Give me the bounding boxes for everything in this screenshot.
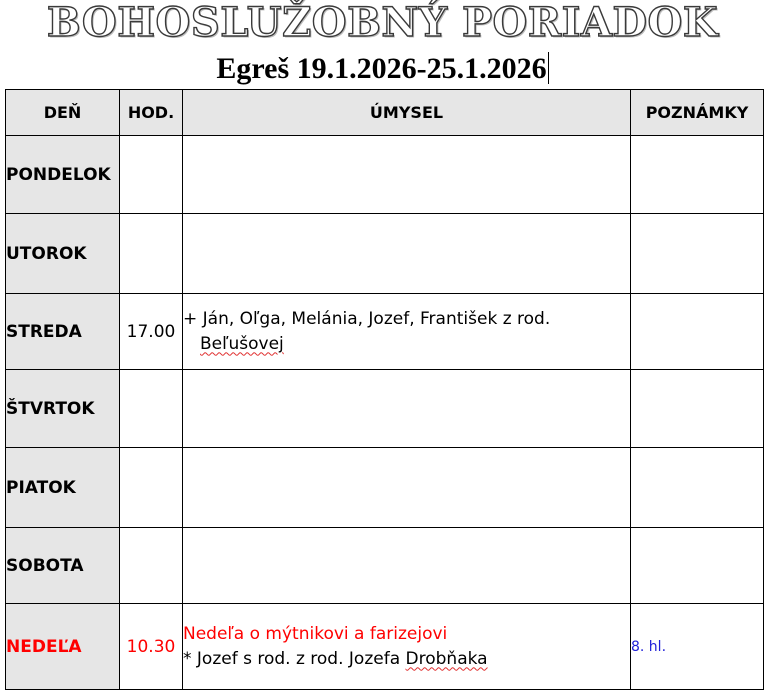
day-cell: SOBOTA: [6, 528, 120, 604]
intent-family-name: Beľušovej: [200, 333, 284, 354]
intent-line: [183, 332, 630, 357]
hour-cell: [120, 214, 183, 294]
feast-title: Nedeľa o mýtnikovi a farizejovi: [183, 623, 448, 644]
day-cell: UTOROK: [6, 214, 120, 294]
table-row: [6, 136, 764, 214]
notes-cell: [631, 214, 764, 294]
schedule-table: [5, 89, 764, 690]
intent-text: * Jozef s rod. z rod. Jozefa: [183, 648, 406, 669]
hour-cell: 17.00: [120, 294, 183, 370]
intent-cell: [183, 370, 631, 448]
notes-cell: [631, 370, 764, 448]
intent-cell: [183, 528, 631, 604]
column-header-hour: HOD.: [120, 90, 183, 136]
notes-cell: [631, 528, 764, 604]
header-row: [6, 90, 764, 136]
day-cell: ŠTVRTOK: [6, 370, 120, 448]
column-header-day: DEŇ: [6, 90, 120, 136]
hour-cell: [120, 136, 183, 214]
hour-cell: 10.30: [120, 604, 183, 690]
subtitle-text: Egreš 19.1.2026-25.1.2026: [216, 52, 547, 85]
intent-line: [183, 647, 630, 672]
day-cell: PIATOK: [6, 448, 120, 528]
intent-cell: [183, 294, 631, 370]
day-cell: STREDA: [6, 294, 120, 370]
day-cell: NEDEĽA: [6, 604, 120, 690]
intent-cell: [183, 136, 631, 214]
table-row: [6, 214, 764, 294]
day-cell: PONDELOK: [6, 136, 120, 214]
text-cursor: [548, 52, 549, 84]
intent-family-name: Drobňaka: [405, 648, 488, 669]
hour-cell: [120, 528, 183, 604]
notes-cell: 8. hl.: [631, 604, 764, 690]
intent-cell: [183, 214, 631, 294]
table-row: [6, 604, 764, 690]
hour-cell: [120, 448, 183, 528]
table-row: [6, 294, 764, 370]
notes-cell: [631, 136, 764, 214]
hour-cell: [120, 370, 183, 448]
table-row: [6, 528, 764, 604]
table-row: [6, 448, 764, 528]
notes-cell: [631, 448, 764, 528]
date-range: [0, 51, 765, 87]
intent-cell: [183, 604, 631, 690]
column-header-notes: POZNÁMKY: [631, 90, 764, 136]
notes-cell: [631, 294, 764, 370]
column-header-intent: ÚMYSEL: [183, 90, 631, 136]
intent-line: + Ján, Oľga, Melánia, Jozef, František z rod.: [183, 308, 551, 329]
table-row: [6, 370, 764, 448]
intent-cell: [183, 448, 631, 528]
page-title: BOHOSLUŽOBNÝ PORIADOK: [46, 0, 719, 46]
